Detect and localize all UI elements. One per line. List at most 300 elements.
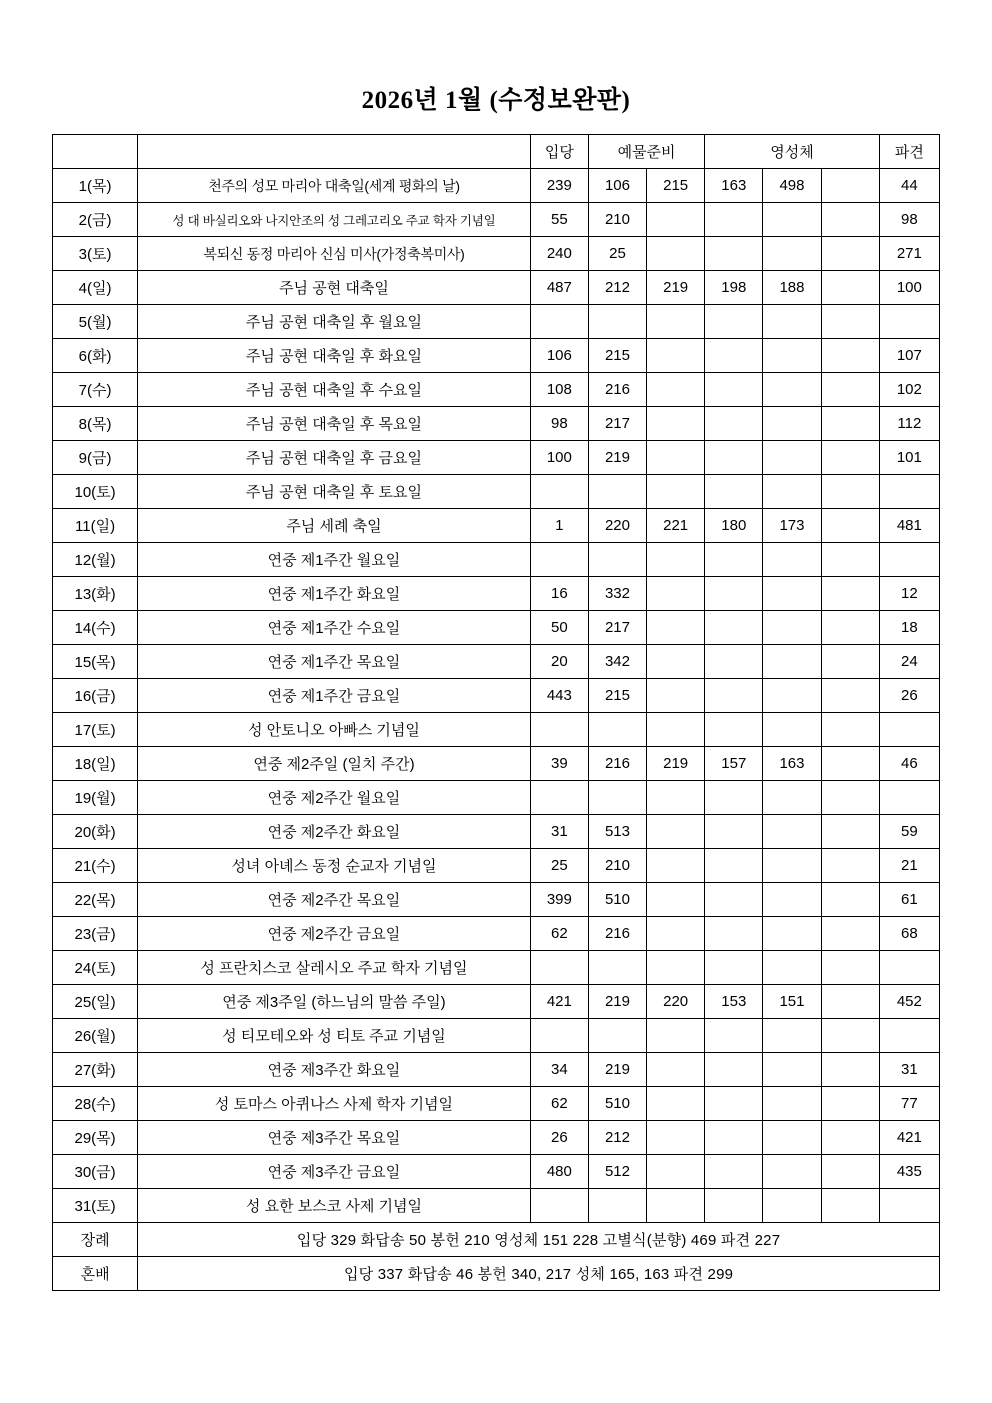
cell-liturgy-name: 연중 제1주간 월요일 (138, 543, 531, 577)
table-header (53, 135, 940, 169)
cell-day: 1(목) (53, 169, 138, 203)
cell-v2 (588, 305, 646, 339)
cell-v1: 62 (530, 1087, 588, 1121)
cell-v4 (705, 611, 763, 645)
cell-day: 27(화) (53, 1053, 138, 1087)
cell-liturgy-name: 연중 제3주간 목요일 (138, 1121, 531, 1155)
cell-v3 (647, 475, 705, 509)
cell-day: 23(금) (53, 917, 138, 951)
cell-v4 (705, 679, 763, 713)
cell-v2 (588, 1189, 646, 1223)
cell-v5 (763, 543, 821, 577)
cell-v7 (879, 543, 939, 577)
cell-v2: 510 (588, 883, 646, 917)
cell-liturgy-name: 주님 공현 대축일 후 목요일 (138, 407, 531, 441)
cell-v5 (763, 1155, 821, 1189)
cell-v3 (647, 1053, 705, 1087)
cell-v1: 98 (530, 407, 588, 441)
cell-v2: 217 (588, 611, 646, 645)
cell-v6 (821, 713, 879, 747)
cell-v6 (821, 645, 879, 679)
table-row (53, 747, 940, 781)
cell-v3: 215 (647, 169, 705, 203)
cell-v2 (588, 713, 646, 747)
cell-v2: 219 (588, 1053, 646, 1087)
cell-v3: 219 (647, 271, 705, 305)
cell-v5 (763, 1053, 821, 1087)
cell-v6 (821, 917, 879, 951)
cell-v3 (647, 917, 705, 951)
cell-v1: 39 (530, 747, 588, 781)
cell-v6 (821, 1019, 879, 1053)
cell-v4 (705, 645, 763, 679)
cell-v5 (763, 917, 821, 951)
cell-v6 (821, 373, 879, 407)
cell-v4 (705, 203, 763, 237)
cell-v5: 151 (763, 985, 821, 1019)
cell-v4: 157 (705, 747, 763, 781)
page-title: 2026년 1월 (수정보완판) (361, 87, 631, 114)
cell-v1: 399 (530, 883, 588, 917)
cell-v1: 50 (530, 611, 588, 645)
cell-v7: 77 (879, 1087, 939, 1121)
cell-day: 17(토) (53, 713, 138, 747)
table-row (53, 713, 940, 747)
cell-v4 (705, 1087, 763, 1121)
cell-v2 (588, 951, 646, 985)
cell-v2: 219 (588, 985, 646, 1019)
cell-v2: 215 (588, 679, 646, 713)
cell-v2: 513 (588, 815, 646, 849)
cell-v1: 106 (530, 339, 588, 373)
cell-v5: 163 (763, 747, 821, 781)
cell-v3 (647, 577, 705, 611)
cell-v4 (705, 917, 763, 951)
cell-v2: 210 (588, 203, 646, 237)
cell-v1: 443 (530, 679, 588, 713)
footer-row (53, 1223, 940, 1257)
cell-v6 (821, 815, 879, 849)
cell-v6 (821, 951, 879, 985)
cell-day: 21(수) (53, 849, 138, 883)
cell-day: 20(화) (53, 815, 138, 849)
table-row (53, 339, 940, 373)
cell-v2: 342 (588, 645, 646, 679)
cell-liturgy-name: 연중 제2주간 화요일 (138, 815, 531, 849)
cell-day: 12(월) (53, 543, 138, 577)
cell-day: 26(월) (53, 1019, 138, 1053)
cell-liturgy-name: 성녀 아녜스 동정 순교자 기념일 (138, 849, 531, 883)
cell-v5 (763, 203, 821, 237)
table-row (53, 1019, 940, 1053)
table-row (53, 781, 940, 815)
table-row (53, 985, 940, 1019)
cell-v1: 31 (530, 815, 588, 849)
cell-v6 (821, 271, 879, 305)
header-ipdang: 입당 (530, 135, 588, 169)
cell-v3 (647, 407, 705, 441)
cell-v4 (705, 883, 763, 917)
cell-v6 (821, 441, 879, 475)
cell-v3 (647, 611, 705, 645)
cell-v4 (705, 373, 763, 407)
header-yemuljunbi: 예물준비 (588, 135, 704, 169)
cell-liturgy-name: 연중 제2주일 (일치 주간) (138, 747, 531, 781)
cell-v2: 106 (588, 169, 646, 203)
footer-label: 혼배 (53, 1257, 138, 1291)
cell-liturgy-name: 연중 제1주간 목요일 (138, 645, 531, 679)
cell-v7: 24 (879, 645, 939, 679)
cell-v7: 26 (879, 679, 939, 713)
cell-v5 (763, 849, 821, 883)
cell-v6 (821, 1189, 879, 1223)
cell-v3 (647, 339, 705, 373)
cell-v3 (647, 1121, 705, 1155)
cell-v3 (647, 305, 705, 339)
cell-day: 31(토) (53, 1189, 138, 1223)
cell-day: 24(토) (53, 951, 138, 985)
cell-v5 (763, 339, 821, 373)
cell-liturgy-name: 천주의 성모 마리아 대축일(세계 평화의 날) (138, 169, 531, 203)
cell-v5 (763, 713, 821, 747)
cell-v2: 25 (588, 237, 646, 271)
cell-v7: 100 (879, 271, 939, 305)
cell-liturgy-name: 연중 제3주간 금요일 (138, 1155, 531, 1189)
cell-liturgy-name: 주님 공현 대축일 후 화요일 (138, 339, 531, 373)
table-row (53, 1087, 940, 1121)
cell-v6 (821, 747, 879, 781)
cell-v6 (821, 339, 879, 373)
cell-v5 (763, 407, 821, 441)
table-body (53, 169, 940, 1291)
cell-v2: 216 (588, 373, 646, 407)
header-blank-day (53, 135, 138, 169)
cell-v4 (705, 1189, 763, 1223)
footer-text: 입당 337 화답송 46 봉헌 340, 217 성체 165, 163 파견 299 (138, 1257, 940, 1291)
cell-v5 (763, 1019, 821, 1053)
cell-v2: 510 (588, 1087, 646, 1121)
cell-v4: 163 (705, 169, 763, 203)
cell-v6 (821, 305, 879, 339)
cell-v4 (705, 577, 763, 611)
cell-day: 11(일) (53, 509, 138, 543)
cell-v1 (530, 305, 588, 339)
cell-v5: 188 (763, 271, 821, 305)
header-pagyeon: 파견 (879, 135, 939, 169)
cell-liturgy-name: 연중 제2주간 목요일 (138, 883, 531, 917)
cell-v6 (821, 883, 879, 917)
cell-v5 (763, 815, 821, 849)
cell-v7: 98 (879, 203, 939, 237)
cell-day: 16(금) (53, 679, 138, 713)
cell-v6 (821, 1087, 879, 1121)
table-row (53, 475, 940, 509)
cell-v7 (879, 951, 939, 985)
cell-liturgy-name: 주님 공현 대축일 (138, 271, 531, 305)
cell-day: 15(목) (53, 645, 138, 679)
table-row (53, 543, 940, 577)
cell-v2: 220 (588, 509, 646, 543)
cell-v6 (821, 781, 879, 815)
cell-day: 10(토) (53, 475, 138, 509)
cell-v3 (647, 373, 705, 407)
cell-v5 (763, 951, 821, 985)
cell-liturgy-name: 주님 공현 대축일 후 토요일 (138, 475, 531, 509)
cell-v1 (530, 713, 588, 747)
cell-v7: 102 (879, 373, 939, 407)
table-row (53, 883, 940, 917)
footer-text: 입당 329 화답송 50 봉헌 210 영성체 151 228 고별식(분향) 469 파견 227 (138, 1223, 940, 1257)
cell-v4 (705, 849, 763, 883)
cell-v7 (879, 475, 939, 509)
cell-day: 22(목) (53, 883, 138, 917)
cell-v6 (821, 1155, 879, 1189)
cell-v3: 219 (647, 747, 705, 781)
cell-v7: 435 (879, 1155, 939, 1189)
cell-v2: 212 (588, 1121, 646, 1155)
cell-day: 19(월) (53, 781, 138, 815)
cell-v4 (705, 441, 763, 475)
cell-v3: 220 (647, 985, 705, 1019)
cell-v6 (821, 679, 879, 713)
cell-liturgy-name: 연중 제3주간 화요일 (138, 1053, 531, 1087)
cell-v1: 239 (530, 169, 588, 203)
cell-v4 (705, 1019, 763, 1053)
cell-day: 9(금) (53, 441, 138, 475)
cell-liturgy-name: 성 안토니오 아빠스 기념일 (138, 713, 531, 747)
table-row (53, 237, 940, 271)
table-row (53, 509, 940, 543)
cell-liturgy-name: 연중 제2주간 월요일 (138, 781, 531, 815)
cell-v7: 68 (879, 917, 939, 951)
cell-v3 (647, 1019, 705, 1053)
cell-v1: 26 (530, 1121, 588, 1155)
cell-v7: 421 (879, 1121, 939, 1155)
cell-v6 (821, 1121, 879, 1155)
cell-v3 (647, 1087, 705, 1121)
cell-v3 (647, 713, 705, 747)
cell-v7: 59 (879, 815, 939, 849)
cell-liturgy-name: 연중 제1주간 금요일 (138, 679, 531, 713)
cell-v7 (879, 305, 939, 339)
cell-v6 (821, 407, 879, 441)
cell-liturgy-name: 주님 공현 대축일 후 수요일 (138, 373, 531, 407)
cell-v2: 216 (588, 917, 646, 951)
cell-v7: 12 (879, 577, 939, 611)
table-row (53, 611, 940, 645)
cell-day: 3(토) (53, 237, 138, 271)
cell-v1: 100 (530, 441, 588, 475)
cell-v6 (821, 543, 879, 577)
cell-v4 (705, 305, 763, 339)
cell-v3 (647, 1189, 705, 1223)
table-row (53, 407, 940, 441)
footer-row (53, 1257, 940, 1291)
cell-v1: 20 (530, 645, 588, 679)
table-header-row (53, 135, 940, 169)
cell-day: 6(화) (53, 339, 138, 373)
cell-v7: 107 (879, 339, 939, 373)
cell-v3 (647, 951, 705, 985)
cell-v5 (763, 305, 821, 339)
cell-liturgy-name: 주님 공현 대축일 후 금요일 (138, 441, 531, 475)
cell-v5 (763, 1121, 821, 1155)
cell-v4 (705, 237, 763, 271)
cell-v2 (588, 1019, 646, 1053)
cell-liturgy-name: 성 대 바실리오와 나지안조의 성 그레고리오 주교 학자 기념일 (138, 203, 531, 237)
cell-day: 14(수) (53, 611, 138, 645)
cell-v4 (705, 407, 763, 441)
cell-v3 (647, 679, 705, 713)
cell-v4 (705, 1155, 763, 1189)
cell-liturgy-name: 연중 제1주간 수요일 (138, 611, 531, 645)
table-row (53, 1121, 940, 1155)
cell-v7 (879, 1189, 939, 1223)
cell-v6 (821, 203, 879, 237)
cell-liturgy-name: 주님 공현 대축일 후 월요일 (138, 305, 531, 339)
cell-v6 (821, 1053, 879, 1087)
cell-v3 (647, 203, 705, 237)
cell-v3 (647, 1155, 705, 1189)
cell-day: 13(화) (53, 577, 138, 611)
cell-liturgy-name: 연중 제3주일 (하느님의 말씀 주일) (138, 985, 531, 1019)
table-row (53, 849, 940, 883)
cell-v1 (530, 543, 588, 577)
cell-liturgy-name: 연중 제2주간 금요일 (138, 917, 531, 951)
cell-v5 (763, 883, 821, 917)
table-row (53, 815, 940, 849)
cell-day: 29(목) (53, 1121, 138, 1155)
cell-liturgy-name: 성 요한 보스코 사제 기념일 (138, 1189, 531, 1223)
cell-v5 (763, 611, 821, 645)
cell-v4 (705, 951, 763, 985)
cell-day: 25(일) (53, 985, 138, 1019)
cell-day: 5(월) (53, 305, 138, 339)
cell-v7 (879, 1019, 939, 1053)
table-row (53, 271, 940, 305)
cell-liturgy-name: 성 프란치스코 살레시오 주교 학자 기념일 (138, 951, 531, 985)
cell-v3: 221 (647, 509, 705, 543)
cell-v5 (763, 1087, 821, 1121)
cell-day: 28(수) (53, 1087, 138, 1121)
cell-v1: 34 (530, 1053, 588, 1087)
cell-day: 8(목) (53, 407, 138, 441)
table-row (53, 951, 940, 985)
cell-v7: 31 (879, 1053, 939, 1087)
cell-v5 (763, 373, 821, 407)
cell-v5: 498 (763, 169, 821, 203)
cell-v7: 44 (879, 169, 939, 203)
cell-v5 (763, 475, 821, 509)
cell-v2: 512 (588, 1155, 646, 1189)
cell-v7: 271 (879, 237, 939, 271)
cell-v4 (705, 475, 763, 509)
cell-v4: 198 (705, 271, 763, 305)
cell-v1 (530, 1189, 588, 1223)
cell-v6 (821, 237, 879, 271)
cell-v2: 217 (588, 407, 646, 441)
cell-v4 (705, 713, 763, 747)
cell-v1: 62 (530, 917, 588, 951)
cell-v3 (647, 645, 705, 679)
cell-v5 (763, 781, 821, 815)
cell-v1 (530, 1019, 588, 1053)
cell-liturgy-name: 연중 제1주간 화요일 (138, 577, 531, 611)
cell-v4 (705, 781, 763, 815)
cell-v2: 216 (588, 747, 646, 781)
cell-v6 (821, 611, 879, 645)
cell-v3 (647, 849, 705, 883)
cell-v4 (705, 543, 763, 577)
cell-v1: 55 (530, 203, 588, 237)
cell-v2 (588, 781, 646, 815)
cell-v1: 25 (530, 849, 588, 883)
header-yeongseongche: 영성체 (705, 135, 879, 169)
table-row (53, 1155, 940, 1189)
cell-day: 2(금) (53, 203, 138, 237)
table-row (53, 441, 940, 475)
cell-liturgy-name: 성 토마스 아퀴나스 사제 학자 기념일 (138, 1087, 531, 1121)
cell-v1 (530, 951, 588, 985)
cell-v2: 212 (588, 271, 646, 305)
cell-day: 7(수) (53, 373, 138, 407)
cell-liturgy-name: 복되신 동정 마리아 신심 미사(가정축복미사) (138, 237, 531, 271)
cell-v5 (763, 237, 821, 271)
cell-v3 (647, 815, 705, 849)
table-row (53, 305, 940, 339)
cell-v7: 61 (879, 883, 939, 917)
cell-v3 (647, 441, 705, 475)
cell-v7: 112 (879, 407, 939, 441)
cell-v1: 240 (530, 237, 588, 271)
cell-v3 (647, 237, 705, 271)
cell-v4 (705, 815, 763, 849)
cell-v1: 108 (530, 373, 588, 407)
cell-v7: 21 (879, 849, 939, 883)
cell-v1: 421 (530, 985, 588, 1019)
cell-v7: 18 (879, 611, 939, 645)
cell-v1 (530, 475, 588, 509)
cell-v1: 1 (530, 509, 588, 543)
table-row (53, 645, 940, 679)
cell-liturgy-name: 성 티모테오와 성 티토 주교 기념일 (138, 1019, 531, 1053)
cell-v7: 481 (879, 509, 939, 543)
table-row (53, 679, 940, 713)
cell-v3 (647, 781, 705, 815)
cell-v5 (763, 577, 821, 611)
cell-v2: 210 (588, 849, 646, 883)
cell-v5 (763, 441, 821, 475)
header-blank-name (138, 135, 531, 169)
cell-v3 (647, 883, 705, 917)
cell-v5: 173 (763, 509, 821, 543)
cell-v5 (763, 645, 821, 679)
cell-v6 (821, 577, 879, 611)
cell-day: 18(일) (53, 747, 138, 781)
cell-v6 (821, 169, 879, 203)
cell-v4 (705, 1053, 763, 1087)
table-row (53, 373, 940, 407)
table-row (53, 169, 940, 203)
cell-v2 (588, 475, 646, 509)
cell-v5 (763, 679, 821, 713)
cell-v2: 215 (588, 339, 646, 373)
table-row (53, 917, 940, 951)
cell-v2 (588, 543, 646, 577)
table-row (53, 1053, 940, 1087)
cell-liturgy-name: 주님 세례 축일 (138, 509, 531, 543)
cell-v2: 219 (588, 441, 646, 475)
